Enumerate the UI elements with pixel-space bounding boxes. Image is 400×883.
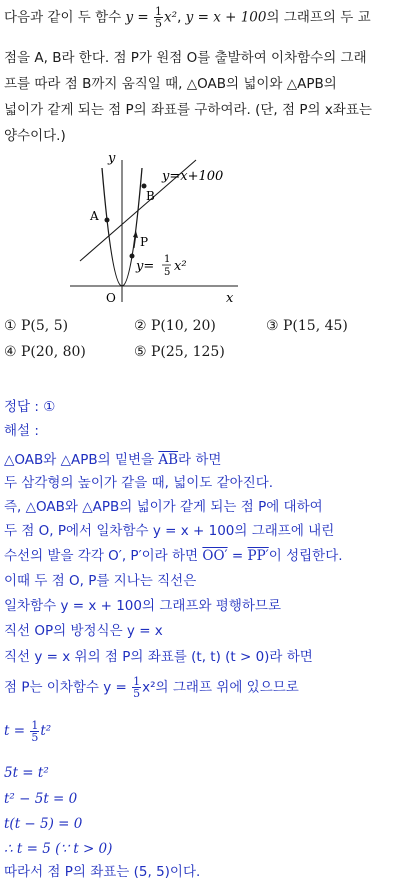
solution-line-7: 일차함수 y = x + 100의 그래프와 평행하므로: [4, 598, 281, 614]
choice-1[interactable]: [4, 318, 68, 334]
frac-num: 1: [155, 5, 163, 18]
fraction: [30, 720, 39, 743]
origin-label: O: [106, 291, 116, 305]
question-line-3: 프를 따라 점 B까지 움직일 때, △OAB의 넓이와 △APB의: [4, 76, 337, 92]
equation-4: t(t − 5) = 0: [4, 816, 83, 832]
point-a-dot: [105, 218, 110, 223]
choice-2[interactable]: [134, 318, 216, 334]
x-axis-label: x: [226, 291, 234, 306]
frac-den: 5: [133, 687, 141, 700]
choice-number: ⑤: [134, 344, 147, 360]
math-term: x²: [164, 9, 178, 26]
math-var: y: [125, 9, 134, 26]
point-p-label: P: [140, 235, 149, 249]
frac-num: 1: [133, 675, 141, 688]
choice-text: P(25, 125): [151, 344, 225, 360]
question-text: 다음과 같이 두 함수: [4, 9, 126, 26]
solution-line-10: [4, 676, 299, 699]
line-label: y=x+100: [162, 169, 224, 184]
solution-line-6: 이때 두 점 O, P를 지나는 직선은: [4, 573, 197, 589]
comma: ,: [177, 9, 186, 26]
math-term: t²: [40, 723, 52, 739]
solution-line-2: 두 삼각형의 높이가 같을 때, 넓이도 같아진다.: [4, 475, 274, 491]
choice-number: ①: [4, 318, 17, 334]
equation-2: 5t = t²: [4, 765, 49, 781]
choice-text: P(5, 5): [21, 318, 69, 334]
answer-label: 정답 : ①: [4, 399, 56, 415]
choice-5[interactable]: [134, 344, 225, 360]
solution-text: 점 P는 이차함수 y =: [4, 679, 132, 696]
math-eq: =: [133, 9, 154, 26]
parabola-frac-num: 1: [164, 254, 171, 265]
choice-text: P(10, 20): [151, 318, 216, 334]
fraction: [154, 6, 163, 29]
question-line-1: [4, 6, 371, 29]
math-term: t =: [4, 723, 30, 739]
math-line-eq: y = x + 100: [185, 9, 267, 26]
choice-text: P(20, 80): [21, 344, 86, 360]
solution-line-4: 두 점 O, P에서 일차함수 y = x + 100의 그래프에 내린: [4, 523, 335, 539]
question-text: 의 그래프의 두 교: [266, 9, 371, 26]
choice-text: P(15, 45): [283, 318, 348, 334]
question-line-5: 양수이다.): [4, 128, 66, 144]
explanation-label: 해설 :: [4, 423, 39, 439]
parabola-frac-den: 5: [164, 267, 171, 278]
choice-3[interactable]: [266, 318, 348, 334]
question-line-2: 점을 A, B라 한다. 점 P가 원점 O를 출발하여 이차함수의 그래: [4, 50, 367, 66]
arrow-head-icon: [133, 231, 138, 238]
solution-text: x²의 그래프 위에 있으므로: [142, 679, 299, 696]
point-a-label: A: [90, 209, 99, 223]
segment-oo: OO′: [202, 548, 228, 564]
equation-1: [4, 720, 51, 743]
solution-text: 라 하면: [178, 452, 222, 468]
solution-line-9: 직선 y = x 위의 점 P의 좌표를 (t, t) (t > 0)라 하면: [4, 649, 313, 665]
solution-line-8: 직선 OP의 방정식은 y = x: [4, 623, 163, 639]
choice-4[interactable]: [4, 344, 86, 360]
solution-line-1: [4, 451, 221, 469]
point-b-dot: [142, 184, 147, 189]
choice-number: ④: [4, 344, 17, 360]
question-line-4: 넓이가 같게 되는 점 P의 좌표를 구하여라. (단, 점 P의 x좌표는: [4, 102, 372, 118]
fraction: [132, 676, 141, 699]
function-graph: [0, 146, 400, 306]
segment-pp: PP′: [247, 548, 269, 564]
segment-ab: $\overline{AB}$: [158, 452, 179, 468]
frac-num: 1: [31, 719, 39, 732]
solution-text: 수선의 발을 각각 O′, P′이라 하면: [4, 548, 203, 564]
point-p-dot: [130, 254, 135, 259]
choice-number: ③: [266, 318, 279, 334]
y-axis-label: y: [108, 151, 116, 166]
final-answer: 따라서 점 P의 좌표는 (5, 5)이다.: [4, 864, 201, 880]
choice-number: ②: [134, 318, 147, 334]
point-b-label: B: [146, 189, 155, 203]
solution-line-5: [4, 547, 343, 565]
solution-text: △OAB와 △APB의 밑변을: [4, 452, 159, 468]
parabola-label-y: y=: [136, 259, 155, 274]
solution-text: 이 성립한다.: [268, 548, 343, 564]
equation-5: ∴ t = 5 (∵ t > 0): [4, 841, 113, 857]
frac-den: 5: [31, 731, 39, 744]
parabola-label-x: x²: [174, 259, 187, 274]
math-eq: =: [227, 548, 248, 564]
equation-3: t² − 5t = 0: [4, 791, 78, 807]
frac-den: 5: [155, 17, 163, 30]
solution-line-3: 즉, △OAB와 △APB의 넓이가 같게 되는 점 P에 대하여: [4, 499, 323, 515]
